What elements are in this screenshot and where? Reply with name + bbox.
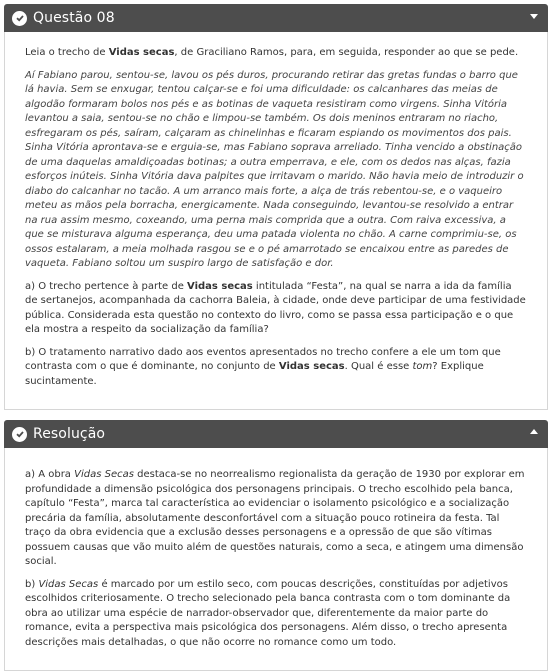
resolution-panel [4,420,548,671]
resolution-title: Resolução [33,426,106,442]
question-item-b: b) O tratamento narrativo dado aos eventos apresentados no trecho confere a ele um tom que contrasta com o que é dominante, no conjunto de Vidas secas. Qual é esse tom? Explique sucintamente. [25,346,501,387]
resolution-item-b: b) Vidas Secas é marcado por um estilo seco, com poucas descrições, constituídas por adjetivos escolhidos criteriosamente. O trecho selecionado pela banca contrasta com o tom dominante da obra ao utilizar uma espécie de narrador-observador que, diferentemente da maior parte do romance, evita a perspectiva mais psicológica dos personagens. Além disso, o trecho apresenta descrições mais detalhadas, o que não ocorre no romance como um todo. [25,578,511,648]
chevron-up-icon[interactable] [530,429,538,434]
question-intro: Leia o trecho de Vidas secas, de Graciliano Ramos, para, em seguida, responder ao que se pede. [25,47,519,58]
question-panel [4,4,548,410]
check-circle-icon [12,11,27,26]
resolution-header[interactable] [4,420,548,448]
question-item-a: a) O trecho pertence à parte de Vidas secas intitulada “Festa”, na qual se narra a ida da família de sertanejos, acompanhada da cachorra Baleia, à cidade, onde deve participar de uma festividade pública. Considerada esta questão no contexto do livro, como se passa essa participação e o que ela mostra a respeito da socialização da família? [25,280,526,335]
question-title: Questão 08 [33,10,115,26]
resolution-body [4,448,548,671]
excerpt-text: Aí Fabiano parou, sentou-se, lavou os pés duros, procurando retirar das gretas fundas o barro que lá havia. Sem se enxugar, tentou calçar-se e foi uma dificuldade: os calcanhares das meias de algodão formaram bolos nos pés e as botinas de vaqueta resistiram como virgens. Sinha Vitória levantou a saia, sentou-se no chão e limpou-se também. Os dois meninos entraram no riacho, esfregaram os pés, saíram, calçaram as chinelinhas e ficaram espiando os movimentos dos pais. Sinha Vitória aprontava-se e erguia-se, mas Fabiano soprava arreliado. Tinha vencido a obstinação de uma daquelas amaldiçoadas botinas; a outra emperrava, e ele, com os dedos nas alças, fazia esforços inúteis. Sinha Vitória dava palpites que irritavam o marido. Não havia meio de introduzir o diabo do calcanhar no tacão. A um arranco mais forte, a alça de trás rebentou-se, e o vaqueiro meteu as mãos pela borracha, energicamente. Nada conseguindo, levantou-se resolvido a entrar na rua assim mesmo, coxeando, uma perna mais comprida que a outra. Com raiva excessiva, a que se misturava alguma esperança, deu uma patada violenta no chão. A carne comprimiu-se, os ossos estalaram, a meia molhada rasgou se e o pé amarrotado se encaixou entre as paredes de vaqueta. Fabiano soltou um suspiro largo de satisfação e dor. [25,69,524,269]
check-circle-icon [12,427,27,442]
question-header[interactable] [4,4,548,32]
question-body [4,32,548,410]
resolution-item-a: a) A obra Vidas Secas destaca-se no neorrealismo regionalista da geração de 1930 por explorar em profundidade a dimensão psicológica dos personagens principais. O trecho escolhido pela banca, capítulo “Festa”, marca tal característica ao evidenciar o isolamento psicológico e a socialização precária da família, absolutamente desconfortável com a situação pouco rotineira da festa. Tal traço da obra evidencia que a exclusão desses personagens e a opressão de que são vítimas possuem causas que vão muito além de questões naturais, como a seca, e atingem uma dimensão social. [25,469,525,567]
chevron-down-icon[interactable] [530,14,538,19]
